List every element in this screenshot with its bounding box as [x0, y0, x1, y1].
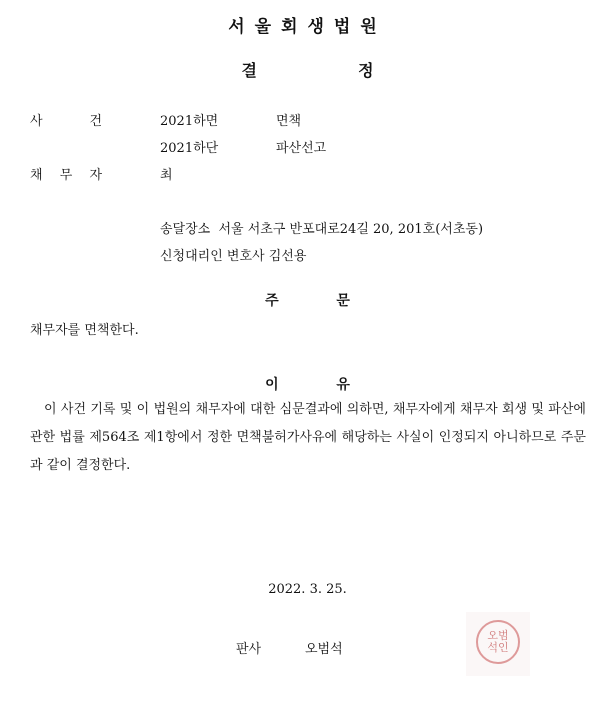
order-title-right: 문 — [336, 293, 350, 309]
decision-title — [0, 58, 615, 81]
debtor-label-char: 채 — [30, 168, 43, 183]
judge-title: 판사 — [236, 642, 262, 657]
case-label-char: 사 — [30, 114, 43, 129]
decision-title-left: 결 — [241, 61, 257, 80]
judge-name: 오범석 — [305, 642, 343, 657]
debtor-label-char: 무 — [59, 168, 73, 183]
case-type-2: 파산선고 — [276, 141, 327, 156]
reason-title-right: 유 — [336, 377, 350, 393]
order-title — [0, 290, 615, 310]
order-title-left: 주 — [265, 293, 279, 309]
seal-icon — [476, 620, 520, 664]
decision-title-right: 정 — [358, 61, 374, 80]
case-label-char: 건 — [89, 114, 102, 129]
debtor-label-char: 자 — [89, 168, 102, 183]
order-text: 채무자를 면책한다. — [30, 323, 139, 338]
applicant-agent: 신청대리인 변호사 김선용 — [160, 249, 307, 264]
court-name: 서울회생법원 — [228, 17, 387, 37]
decision-date: 2022. 3. 25. — [268, 582, 347, 597]
case-number-1: 2021하면 — [160, 114, 219, 129]
reason-title-left: 이 — [265, 377, 279, 393]
debtor-label — [30, 164, 102, 183]
case-type-1: 면책 — [276, 114, 302, 129]
debtor-name: 최 — [160, 168, 173, 183]
delivery-address: 송달장소 서울 서초구 반포대로24길 20, 201호(서초동) — [160, 222, 484, 237]
seal-text: 오범석인 — [487, 629, 509, 654]
case-number-2: 2021하단 — [160, 141, 219, 156]
reason-text: 이 사건 기록 및 이 법원의 채무자에 대한 심문결과에 의하면, 채무자에게 채무자 회생 및 파산에 관한 법률 제564조 제1항에서 정한 면책불허가사유에 해당하는 사실이 인정되지 아니하므로 주문과 같이 결정한다. — [30, 402, 586, 473]
case-label — [30, 110, 102, 129]
reason-title — [0, 374, 615, 394]
judge-seal-stamp — [466, 612, 530, 676]
